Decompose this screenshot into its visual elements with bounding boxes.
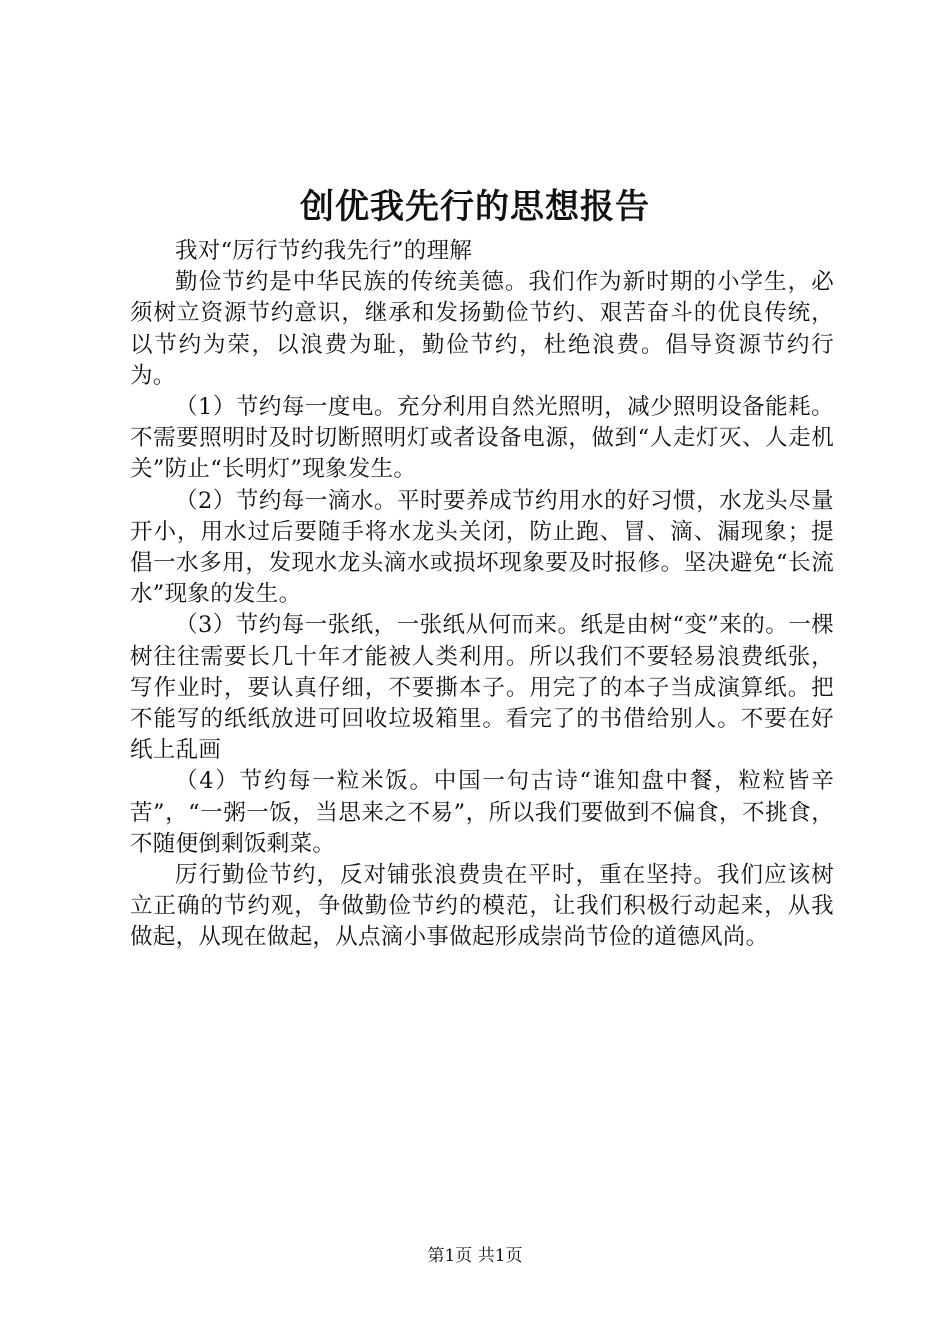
- paragraph-paper: （3）节约每一张纸，一张纸从何而来。纸是由树“变”来的。一棵树往往需要长几十年才能被人类利用。所以我们不要轻易浪费纸张，写作业时，要认真仔细，不要撕本子。用完了的本子当成演算纸。把不能写的纸纸放进可回收垃圾箱里。看完了的书借给别人。不要在好纸上乱画: [130, 612, 834, 764]
- paragraph-electricity: （1）节约每一度电。充分利用自然光照明，减少照明设备能耗。不需要照明时及时切断照明灯或者设备电源，做到“人走灯灭、人走机关”防止“长明灯”现象发生。: [130, 394, 834, 483]
- page-number-footer: 第1页 共1页: [427, 1246, 523, 1266]
- document-body: [130, 236, 834, 954]
- paragraph-conclusion: 厉行勤俭节约，反对铺张浪费贵在平时，重在坚持。我们应该树立正确的节约观，争做勤俭节约的模范，让我们积极行动起来，从我做起，从现在做起，从点滴小事做起形成崇尚节俭的道德风尚。: [130, 862, 834, 951]
- paragraph-rice: （4）节约每一粒米饭。中国一句古诗“谁知盘中餐，粒粒皆辛苦”，“一粥一饭，当思来之不易”，所以我们要做到不偏食，不挑食，不随便倒剩饭剩菜。: [130, 768, 834, 857]
- paragraph-subtitle: 我对“厉行节约我先行”的理解: [175, 238, 473, 264]
- document-title: 创优我先行的思想报告: [300, 187, 650, 227]
- paragraph-intro: 勤俭节约是中华民族的传统美德。我们作为新时期的小学生，必须树立资源节约意识，继承和发扬勤俭节约、艰苦奋斗的优良传统，以节约为荣，以浪费为耻，勤俭节约，杜绝浪费。倡导资源节约行为。: [130, 269, 834, 389]
- paragraph-water: （2）节约每一滴水。平时要养成节约用水的好习惯，水龙头尽量开小，用水过后要随手将水龙头关闭，防止跑、冒、滴、漏现象；提倡一水多用，发现水龙头滴水或损坏现象要及时报修。坚决避免“长流水”现象的发生。: [130, 487, 834, 608]
